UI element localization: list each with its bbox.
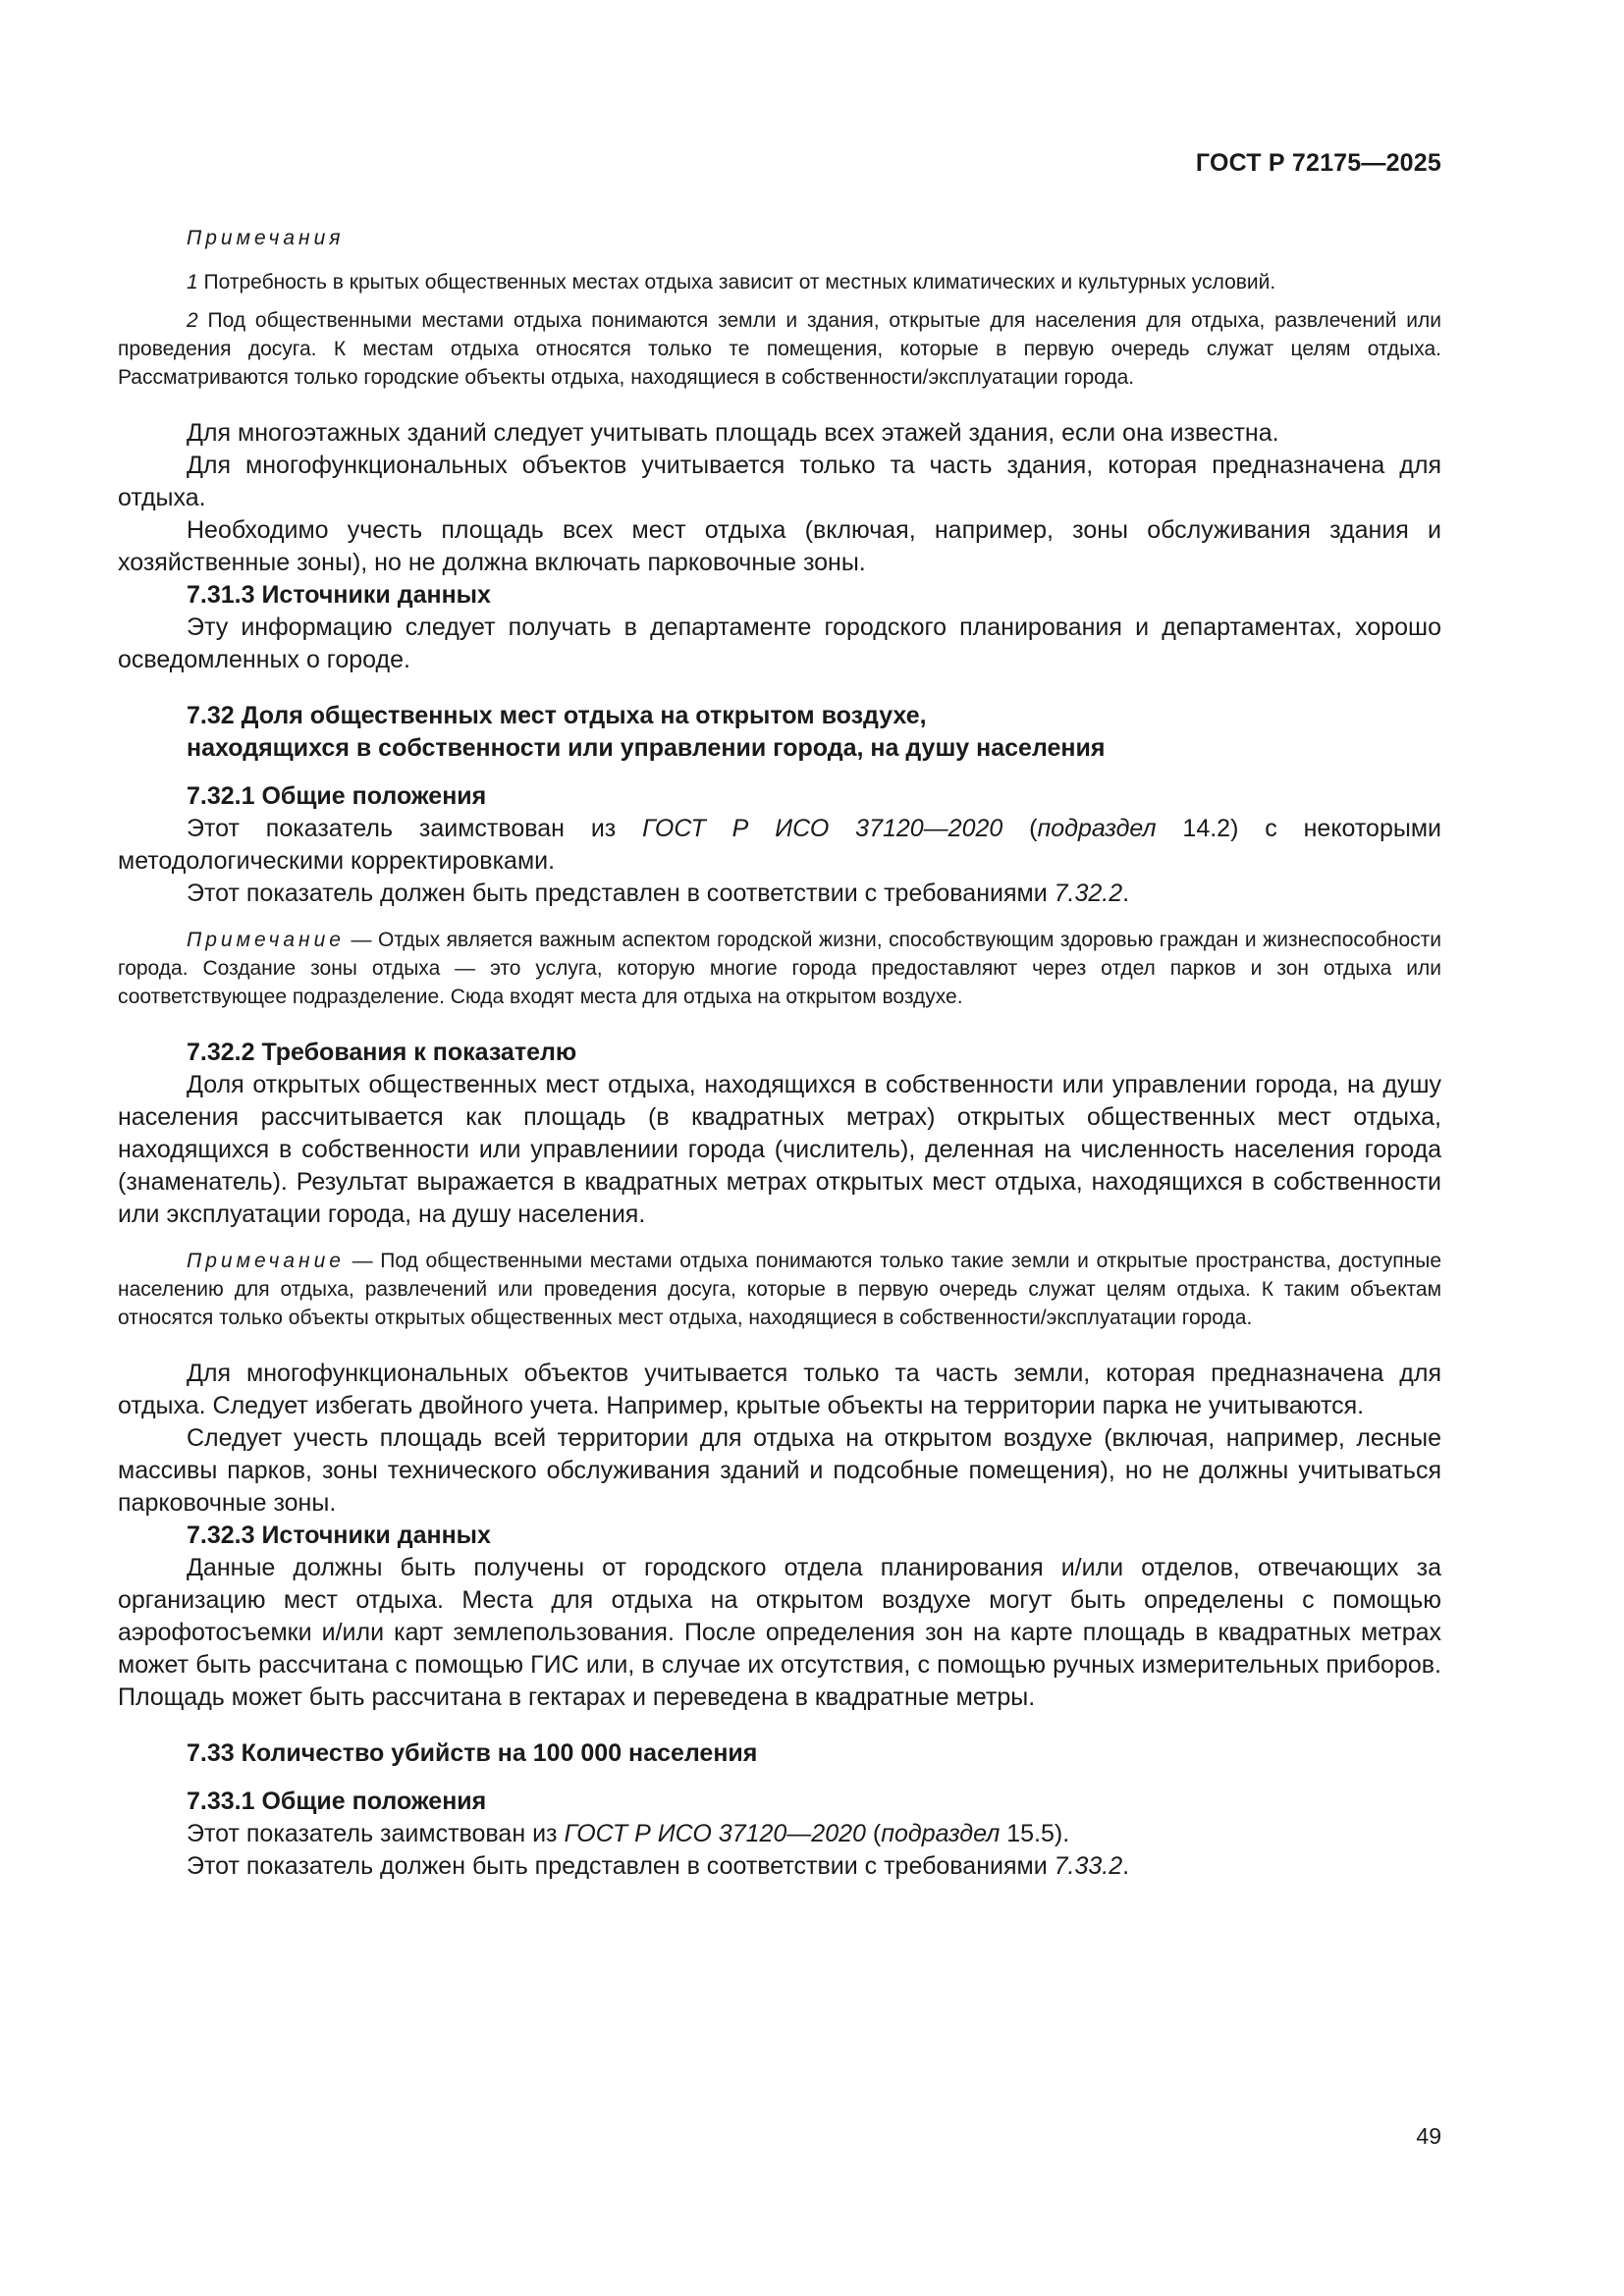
text-run: Этот показатель должен быть представлен в соответствии с требованиями <box>187 1852 1055 1880</box>
paragraph: Доля открытых общественных мест отдыха, находящихся в собственности или управлении города, на душу населения рассчитывается как площадь (в квадратных метрах) открытых общественных мест отдыха, находящихся в собственности или управлениии города (числитель), деленная на численность населения города (знаменатель). Результат выражается в квадратных метрах открытых мест отдыха, находящихся в собственности или эксплуатации города, на душу населения. <box>118 1071 1441 1228</box>
paragraph: Для многофункциональных объектов учитывается только та часть земли, которая предназначена для отдыха. Следует избегать двойного учета. Например, крытые объекты на территории парка не учитываются. <box>118 1360 1441 1419</box>
paragraph: Данные должны быть получены от городского отдела планирования и/или отделов, отвечающих за организацию мест отдыха. Места для отдыха на открытом воздухе могут быть определены с помощью аэрофотосъемки и/или карт землепользования. После определения зон на карте площадь в квадратных метрах может быть рассчитана с помощью ГИС или, в случае их отсутствия, с помощью ручных измерительных приборов. Площадь может быть рассчитана в гектарах и переведена в квадратные метры. <box>118 1554 1441 1711</box>
text-run: Этот показатель заимствован из <box>187 815 643 842</box>
paragraph: Для многофункциональных объектов учитывается только та часть здания, которая предназначена для отдыха. <box>118 452 1441 511</box>
text-run: . <box>1122 880 1130 907</box>
paragraph: Для многоэтажных зданий следует учитывать площадь всех этажей здания, если она известна. <box>187 419 1279 447</box>
note-text: — Под общественными местами отдыха понимаются только такие земли и открытые пространства, доступные населению для отдыха, развлечений или проведения досуга, которые в первую очередь служат целям отдыха. К таким объектам относятся только объекты открытых общественных мест отдыха, находящиеся в собственности/эксплуатации города. <box>118 1250 1441 1329</box>
text-run: Этот показатель заимствован из <box>187 1820 565 1847</box>
paragraph <box>118 1818 1441 1850</box>
clause-reference: 7.33.2 <box>1054 1852 1123 1880</box>
section-heading-line-2: находящихся в собственности или управлении города, на душу населения <box>187 734 1106 762</box>
subsection-heading: 7.31.3 Источники данных <box>187 581 491 609</box>
text-run: 15.5). <box>1000 1820 1070 1847</box>
paragraph <box>118 878 1441 910</box>
paragraph <box>118 813 1441 878</box>
subsection-word: подраздел <box>1037 815 1157 842</box>
subsection-heading: 7.32.1 Общие положения <box>187 782 487 810</box>
paragraph: Следует учесть площадь всей территории для отдыха на открытом воздухе (включая, например, лесные массивы парков, зоны технического обслуживания зданий и подсобные помещения), но не должны учитываться парковочные зоны. <box>118 1424 1441 1517</box>
standard-reference: ГОСТ Р ИСО 37120—2020 <box>642 815 1003 842</box>
clause-reference: 7.32.2 <box>1054 880 1123 907</box>
note-2 <box>118 306 1441 392</box>
subsection-word: подраздел <box>881 1820 1001 1847</box>
paragraph: Эту информацию следует получать в департаменте городского планирования и департаментах, хорошо осведомленных о городе. <box>118 614 1441 673</box>
note-label: Примечание <box>187 929 345 951</box>
note <box>118 1247 1441 1332</box>
subsection-heading: 7.33.1 Общие положения <box>187 1788 487 1815</box>
note-1 <box>118 268 1441 296</box>
text-run: ( <box>865 1820 882 1847</box>
text-run: . <box>1122 1852 1130 1880</box>
page-number: 49 <box>1416 2123 1441 2149</box>
note-2-number: 2 <box>187 309 198 332</box>
standard-reference: ГОСТ Р ИСО 37120—2020 <box>564 1820 866 1847</box>
section-heading: 7.33 Количество убийств на 100 000 населения <box>187 1739 758 1767</box>
note <box>118 926 1441 1011</box>
paragraph: Необходимо учесть площадь всех мест отдыха (включая, например, зоны обслуживания здания и хозяйственные зоны), но не должна включать парковочные зоны. <box>118 516 1441 576</box>
subsection-heading: 7.32.3 Источники данных <box>187 1522 491 1549</box>
note-2-text: Под общественными местами отдыха понимаются земли и здания, открытые для населения для отдыха, развлечений или проведения досуга. К местам отдыха относятся только те помещения, которые в первую очередь служат целям отдыха. Рассматриваются только городские объекты отдыха, находящиеся в собственности/эксплуатации города. <box>118 309 1441 389</box>
subsection-heading: 7.32.2 Требования к показателю <box>187 1039 577 1066</box>
note-text: — Отдых является важным аспектом городской жизни, способствующим здоровью граждан и жизнеспособности города. Создание зоны отдыха — это услуга, которую многие города предоставляют через отдел парков и зон отдыха или соответствующее подразделение. Сюда входят места для отдыха на открытом воздухе. <box>118 929 1441 1008</box>
section-heading-line-1: 7.32 Доля общественных мест отдыха на открытом воздухе, <box>187 702 927 729</box>
note-1-number: 1 <box>187 271 198 294</box>
text-run: 14.2) с некоторыми методологическими корректировками. <box>118 815 1441 875</box>
note-label: Примечание <box>187 1250 345 1272</box>
text-run: Этот показатель должен быть представлен в соответствии с требованиями <box>187 880 1055 907</box>
notes-title: Примечания <box>187 227 345 249</box>
text-run: ( <box>1002 815 1038 842</box>
note-1-text: Потребность в крытых общественных местах отдыха зависит от местных климатических и культурных условий. <box>197 271 1276 294</box>
document-header: ГОСТ Р 72175—2025 <box>1195 149 1441 177</box>
section-heading <box>187 700 1441 765</box>
paragraph <box>118 1850 1441 1883</box>
document-body <box>118 224 1441 1883</box>
